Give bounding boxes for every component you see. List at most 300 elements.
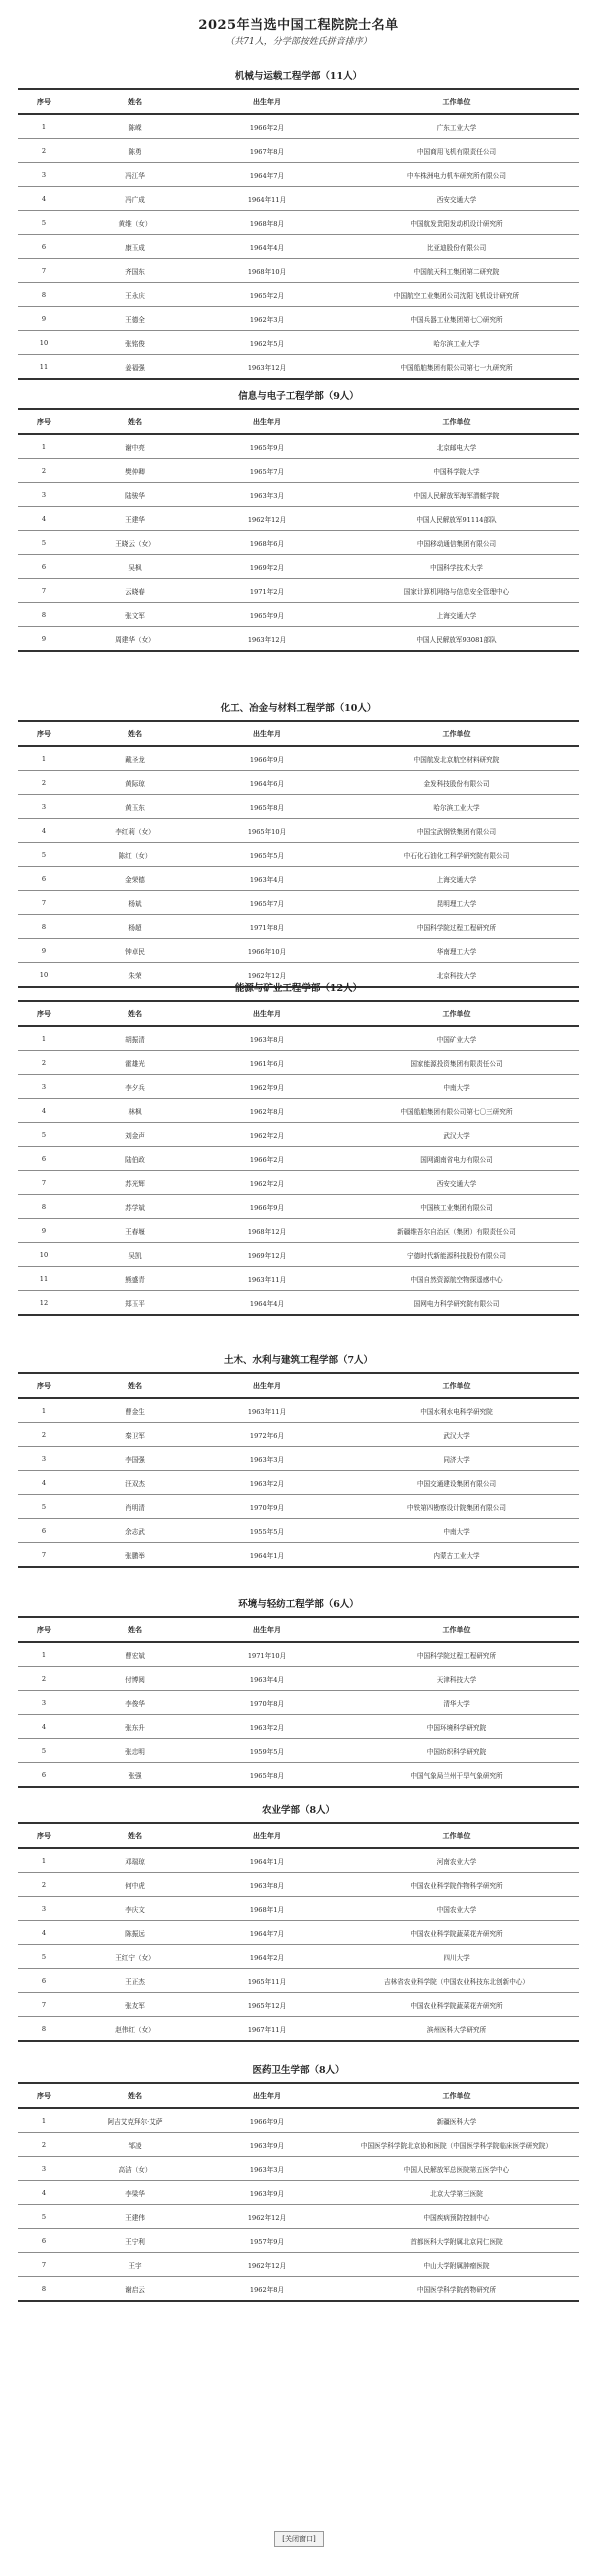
table-row xyxy=(18,114,579,139)
header-row xyxy=(18,1373,579,1398)
cell-birth: 1969年12月 xyxy=(200,1243,334,1267)
table-row xyxy=(18,603,579,627)
section-6 xyxy=(18,1594,579,1788)
cell-index: 8 xyxy=(18,603,70,627)
cell-index: 5 xyxy=(18,531,70,555)
cell-employer: 中国移动通信集团有限公司 xyxy=(334,531,579,555)
table-row xyxy=(18,771,579,795)
col-header-employer: 工作单位 xyxy=(334,409,579,434)
cell-index: 5 xyxy=(18,1495,70,1519)
cell-name: 李俊华 xyxy=(70,1691,200,1715)
cell-index: 6 xyxy=(18,1519,70,1543)
cell-employer: 中国医学科学院药物研究所 xyxy=(334,2277,579,2302)
col-header-index: 序号 xyxy=(18,89,70,114)
cell-name: 张鹏举 xyxy=(70,1543,200,1568)
table-row xyxy=(18,1398,579,1423)
cell-birth: 1962年12月 xyxy=(200,963,334,988)
cell-birth: 1966年9月 xyxy=(200,1195,334,1219)
table-row xyxy=(18,2108,579,2133)
cell-employer: 武汉大学 xyxy=(334,1423,579,1447)
cell-birth: 1971年2月 xyxy=(200,579,334,603)
table-row xyxy=(18,1423,579,1447)
cell-index: 4 xyxy=(18,1715,70,1739)
cell-index: 3 xyxy=(18,2157,70,2181)
cell-index: 11 xyxy=(18,355,70,380)
cell-name: 金荣德 xyxy=(70,867,200,891)
cell-employer: 中国商用飞机有限责任公司 xyxy=(334,139,579,163)
cell-index: 2 xyxy=(18,1667,70,1691)
roster-table xyxy=(18,1822,579,2042)
cell-name: 李庆文 xyxy=(70,1897,200,1921)
cell-index: 4 xyxy=(18,1471,70,1495)
header-row xyxy=(18,1823,579,1848)
table-row xyxy=(18,1763,579,1788)
table-row xyxy=(18,483,579,507)
cell-birth: 1962年2月 xyxy=(200,1171,334,1195)
cell-employer: 内蒙古工业大学 xyxy=(334,1543,579,1568)
table-row xyxy=(18,187,579,211)
cell-index: 3 xyxy=(18,1897,70,1921)
col-header-employer: 工作单位 xyxy=(334,1001,579,1026)
cell-name: 陆伯政 xyxy=(70,1147,200,1171)
col-header-name: 姓名 xyxy=(70,1823,200,1848)
cell-index: 9 xyxy=(18,1219,70,1243)
cell-name: 李梁华 xyxy=(70,2181,200,2205)
table-row xyxy=(18,331,579,355)
cell-birth: 1965年8月 xyxy=(200,1763,334,1788)
cell-employer: 西安交通大学 xyxy=(334,1171,579,1195)
cell-birth: 1966年9月 xyxy=(200,746,334,771)
cell-name: 张文军 xyxy=(70,603,200,627)
table-row xyxy=(18,1715,579,1739)
cell-birth: 1963年11月 xyxy=(200,1398,334,1423)
cell-birth: 1964年4月 xyxy=(200,1291,334,1316)
cell-birth: 1962年2月 xyxy=(200,1123,334,1147)
cell-employer: 四川大学 xyxy=(334,1945,579,1969)
cell-index: 2 xyxy=(18,771,70,795)
cell-employer: 中国核工业集团有限公司 xyxy=(334,1195,579,1219)
table-row xyxy=(18,459,579,483)
cell-name: 黄际琼 xyxy=(70,771,200,795)
cell-name: 苏光辉 xyxy=(70,1171,200,1195)
header-row xyxy=(18,1617,579,1642)
cell-birth: 1963年3月 xyxy=(200,2157,334,2181)
cell-employer: 国网湖南省电力有限公司 xyxy=(334,1147,579,1171)
cell-name: 郑玉平 xyxy=(70,1291,200,1316)
cell-index: 2 xyxy=(18,1873,70,1897)
cell-birth: 1964年11月 xyxy=(200,187,334,211)
table-row xyxy=(18,1147,579,1171)
cell-name: 邓瑞琼 xyxy=(70,1848,200,1873)
header-row xyxy=(18,2083,579,2108)
cell-birth: 1968年12月 xyxy=(200,1219,334,1243)
roster-table xyxy=(18,2082,579,2302)
cell-employer: 河南农业大学 xyxy=(334,1848,579,1873)
cell-employer: 中国航空工业集团公司沈阳飞机设计研究所 xyxy=(334,283,579,307)
cell-name: 苏学斌 xyxy=(70,1195,200,1219)
cell-name: 戴圣龙 xyxy=(70,746,200,771)
cell-index: 12 xyxy=(18,1291,70,1316)
cell-birth: 1963年11月 xyxy=(200,1267,334,1291)
table-row xyxy=(18,507,579,531)
cell-employer: 新疆维吾尔自治区（集团）有限责任公司 xyxy=(334,1219,579,1243)
table-row xyxy=(18,1945,579,1969)
cell-birth: 1964年6月 xyxy=(200,771,334,795)
table-row xyxy=(18,939,579,963)
cell-birth: 1962年3月 xyxy=(200,307,334,331)
cell-name: 陆骏华 xyxy=(70,483,200,507)
col-header-birth: 出生年月 xyxy=(200,89,334,114)
cell-index: 7 xyxy=(18,579,70,603)
cell-birth: 1963年4月 xyxy=(200,867,334,891)
col-header-name: 姓名 xyxy=(70,1617,200,1642)
cell-employer: 中国农业科学院蔬菜花卉研究所 xyxy=(334,1993,579,2017)
cell-index: 1 xyxy=(18,1848,70,1873)
table-row xyxy=(18,1691,579,1715)
cell-index: 3 xyxy=(18,795,70,819)
cell-index: 3 xyxy=(18,1075,70,1099)
table-row xyxy=(18,1667,579,1691)
cell-name: 朱荣 xyxy=(70,963,200,988)
cell-index: 1 xyxy=(18,1398,70,1423)
cell-name: 林枫 xyxy=(70,1099,200,1123)
table-row xyxy=(18,2253,579,2277)
cell-employer: 北京邮电大学 xyxy=(334,434,579,459)
cell-birth: 1968年8月 xyxy=(200,211,334,235)
cell-index: 1 xyxy=(18,434,70,459)
cell-index: 7 xyxy=(18,1171,70,1195)
table-row xyxy=(18,2277,579,2302)
cell-name: 王晓云（女） xyxy=(70,531,200,555)
cell-employer: 同济大学 xyxy=(334,1447,579,1471)
table-row xyxy=(18,1519,579,1543)
cell-birth: 1970年9月 xyxy=(200,1495,334,1519)
roster-table xyxy=(18,408,579,652)
table-row xyxy=(18,579,579,603)
cell-employer: 昆明理工大学 xyxy=(334,891,579,915)
table-row xyxy=(18,531,579,555)
table-row xyxy=(18,1921,579,1945)
cell-index: 9 xyxy=(18,307,70,331)
roster-table xyxy=(18,88,579,380)
cell-name: 吴枫 xyxy=(70,555,200,579)
cell-index: 6 xyxy=(18,867,70,891)
table-row xyxy=(18,1739,579,1763)
cell-index: 6 xyxy=(18,1763,70,1788)
cell-employer: 比亚迪股份有限公司 xyxy=(334,235,579,259)
cell-index: 3 xyxy=(18,1447,70,1471)
cell-name: 姜福强 xyxy=(70,355,200,380)
cell-name: 秦卫军 xyxy=(70,1423,200,1447)
header-row xyxy=(18,409,579,434)
cell-name: 吴凯 xyxy=(70,1243,200,1267)
cell-birth: 1965年9月 xyxy=(200,603,334,627)
cell-index: 1 xyxy=(18,746,70,771)
cell-index: 4 xyxy=(18,187,70,211)
cell-employer: 中国科学院过程工程研究所 xyxy=(334,1642,579,1667)
cell-birth: 1964年1月 xyxy=(200,1543,334,1568)
cell-name: 李红莉（女） xyxy=(70,819,200,843)
table-row xyxy=(18,307,579,331)
col-header-birth: 出生年月 xyxy=(200,1823,334,1848)
cell-birth: 1965年5月 xyxy=(200,843,334,867)
cell-index: 9 xyxy=(18,939,70,963)
cell-employer: 中国农业科学院作物科学研究所 xyxy=(334,1873,579,1897)
table-row xyxy=(18,2017,579,2042)
cell-employer: 清华大学 xyxy=(334,1691,579,1715)
table-row xyxy=(18,746,579,771)
cell-birth: 1962年8月 xyxy=(200,1099,334,1123)
cell-employer: 中国科学院过程工程研究所 xyxy=(334,915,579,939)
cell-birth: 1963年2月 xyxy=(200,1715,334,1739)
cell-birth: 1967年11月 xyxy=(200,2017,334,2042)
cell-employer: 上海交通大学 xyxy=(334,603,579,627)
cell-birth: 1965年7月 xyxy=(200,891,334,915)
col-header-name: 姓名 xyxy=(70,409,200,434)
table-row xyxy=(18,139,579,163)
cell-index: 2 xyxy=(18,2133,70,2157)
cell-employer: 中国纺织科学研究院 xyxy=(334,1739,579,1763)
cell-name: 张友军 xyxy=(70,1993,200,2017)
cell-index: 8 xyxy=(18,1195,70,1219)
cell-employer: 中国疾病预防控制中心 xyxy=(334,2205,579,2229)
table-row xyxy=(18,2205,579,2229)
col-header-birth: 出生年月 xyxy=(200,1617,334,1642)
cell-index: 6 xyxy=(18,2229,70,2253)
cell-employer: 中国农业大学 xyxy=(334,1897,579,1921)
cell-birth: 1962年5月 xyxy=(200,331,334,355)
cell-name: 王春堰 xyxy=(70,1219,200,1243)
section-title: 农业学部（8人） xyxy=(261,1805,336,1816)
col-header-name: 姓名 xyxy=(70,1001,200,1026)
cell-index: 5 xyxy=(18,1739,70,1763)
cell-employer: 国网电力科学研究院有限公司 xyxy=(334,1291,579,1316)
cell-birth: 1971年8月 xyxy=(200,915,334,939)
cell-index: 2 xyxy=(18,1051,70,1075)
cell-name: 陈嵘 xyxy=(70,114,200,139)
cell-employer: 中国人民解放军93081部队 xyxy=(334,627,579,652)
cell-birth: 1970年8月 xyxy=(200,1691,334,1715)
cell-employer: 中山大学附属肿瘤医院 xyxy=(334,2253,579,2277)
cell-employer: 中国气象局兰州干旱气象研究所 xyxy=(334,1763,579,1788)
cell-employer: 中国航发北京航空材料研究院 xyxy=(334,746,579,771)
col-header-index: 序号 xyxy=(18,1001,70,1026)
cell-employer: 中国宝武钢铁集团有限公司 xyxy=(334,819,579,843)
cell-index: 1 xyxy=(18,2108,70,2133)
table-row xyxy=(18,1243,579,1267)
cell-name: 云晓春 xyxy=(70,579,200,603)
cell-birth: 1964年7月 xyxy=(200,163,334,187)
cell-index: 4 xyxy=(18,1099,70,1123)
table-row xyxy=(18,1075,579,1099)
cell-birth: 1962年12月 xyxy=(200,2253,334,2277)
cell-name: 付博阅 xyxy=(70,1667,200,1691)
table-row xyxy=(18,1873,579,1897)
roster-table xyxy=(18,1372,579,1568)
cell-employer: 中南大学 xyxy=(334,1519,579,1543)
cell-birth: 1957年9月 xyxy=(200,2229,334,2253)
header-row xyxy=(18,1001,579,1026)
cell-employer: 华南理工大学 xyxy=(334,939,579,963)
cell-birth: 1965年12月 xyxy=(200,1993,334,2017)
table-row xyxy=(18,1543,579,1568)
cell-birth: 1964年4月 xyxy=(200,235,334,259)
col-header-index: 序号 xyxy=(18,1373,70,1398)
cell-index: 6 xyxy=(18,235,70,259)
table-row xyxy=(18,1471,579,1495)
cell-birth: 1965年7月 xyxy=(200,459,334,483)
cell-employer: 中国人民解放军海军潜艇学院 xyxy=(334,483,579,507)
cell-index: 5 xyxy=(18,2205,70,2229)
cell-name: 李国强 xyxy=(70,1447,200,1471)
section-title: 机械与运载工程学部（11人） xyxy=(234,71,363,82)
cell-birth: 1968年1月 xyxy=(200,1897,334,1921)
cell-name: 王建伟 xyxy=(70,2205,200,2229)
table-row xyxy=(18,1051,579,1075)
cell-employer: 中国医学科学院北京协和医院（中国医学科学院临床医学研究院） xyxy=(334,2133,579,2157)
table-row xyxy=(18,1123,579,1147)
cell-birth: 1963年8月 xyxy=(200,1873,334,1897)
col-header-employer: 工作单位 xyxy=(334,1373,579,1398)
col-header-employer: 工作单位 xyxy=(334,721,579,746)
cell-birth: 1963年9月 xyxy=(200,2133,334,2157)
table-row xyxy=(18,867,579,891)
roster-table xyxy=(18,1616,579,1788)
cell-birth: 1965年10月 xyxy=(200,819,334,843)
table-row xyxy=(18,891,579,915)
cell-index: 3 xyxy=(18,1691,70,1715)
cell-name: 刘金声 xyxy=(70,1123,200,1147)
cell-name: 王宁利 xyxy=(70,2229,200,2253)
col-header-employer: 工作单位 xyxy=(334,1823,579,1848)
cell-name: 王正杰 xyxy=(70,1969,200,1993)
col-header-index: 序号 xyxy=(18,1617,70,1642)
cell-index: 10 xyxy=(18,331,70,355)
cell-name: 张强 xyxy=(70,1763,200,1788)
cell-index: 5 xyxy=(18,1945,70,1969)
table-row xyxy=(18,843,579,867)
cell-name: 钟卓民 xyxy=(70,939,200,963)
header-row xyxy=(18,89,579,114)
cell-birth: 1965年8月 xyxy=(200,795,334,819)
table-row xyxy=(18,355,579,380)
cell-index: 7 xyxy=(18,1993,70,2017)
table-row xyxy=(18,1642,579,1667)
table-row xyxy=(18,795,579,819)
col-header-index: 序号 xyxy=(18,721,70,746)
cell-name: 高洁（女） xyxy=(70,2157,200,2181)
cell-birth: 1964年7月 xyxy=(200,1921,334,1945)
col-header-birth: 出生年月 xyxy=(200,1373,334,1398)
cell-birth: 1969年2月 xyxy=(200,555,334,579)
cell-employer: 北京大学第三医院 xyxy=(334,2181,579,2205)
table-row xyxy=(18,283,579,307)
cell-birth: 1965年2月 xyxy=(200,283,334,307)
cell-employer: 西安交通大学 xyxy=(334,187,579,211)
cell-name: 谢启云 xyxy=(70,2277,200,2302)
col-header-name: 姓名 xyxy=(70,721,200,746)
cell-name: 王宇 xyxy=(70,2253,200,2277)
cell-employer: 广东工业大学 xyxy=(334,114,579,139)
cell-birth: 1966年2月 xyxy=(200,1147,334,1171)
table-row xyxy=(18,1897,579,1921)
cell-employer: 中铁第四勘察设计院集团有限公司 xyxy=(334,1495,579,1519)
cell-employer: 中国科学院大学 xyxy=(334,459,579,483)
cell-index: 7 xyxy=(18,891,70,915)
table-row xyxy=(18,1195,579,1219)
cell-name: 熊盛青 xyxy=(70,1267,200,1291)
cell-employer: 中国交通建设集团有限公司 xyxy=(334,1471,579,1495)
cell-birth: 1963年8月 xyxy=(200,1026,334,1051)
cell-index: 8 xyxy=(18,915,70,939)
section-title: 环境与轻纺工程学部（6人） xyxy=(238,1599,359,1610)
cell-birth: 1963年12月 xyxy=(200,627,334,652)
close-window-button[interactable]: [关闭窗口] xyxy=(274,2531,324,2547)
table-row xyxy=(18,1447,579,1471)
cell-index: 6 xyxy=(18,1969,70,1993)
cell-birth: 1963年2月 xyxy=(200,1471,334,1495)
cell-index: 6 xyxy=(18,1147,70,1171)
cell-index: 1 xyxy=(18,1026,70,1051)
cell-name: 冯江华 xyxy=(70,163,200,187)
table-row xyxy=(18,1495,579,1519)
cell-birth: 1955年5月 xyxy=(200,1519,334,1543)
cell-name: 霍雄光 xyxy=(70,1051,200,1075)
table-row xyxy=(18,163,579,187)
cell-birth: 1959年5月 xyxy=(200,1739,334,1763)
cell-birth: 1966年10月 xyxy=(200,939,334,963)
cell-birth: 1965年11月 xyxy=(200,1969,334,1993)
cell-index: 8 xyxy=(18,283,70,307)
section-title: 能源与矿业工程学部（12人） xyxy=(234,983,363,994)
table-row xyxy=(18,1219,579,1243)
cell-index: 7 xyxy=(18,2253,70,2277)
section-4 xyxy=(18,978,579,1316)
cell-name: 杨斌 xyxy=(70,891,200,915)
table-row xyxy=(18,915,579,939)
cell-name: 冯广成 xyxy=(70,187,200,211)
cell-birth: 1965年9月 xyxy=(200,434,334,459)
col-header-birth: 出生年月 xyxy=(200,721,334,746)
cell-employer: 中国航发贵阳发动机设计研究所 xyxy=(334,211,579,235)
section-title: 信息与电子工程学部（9人） xyxy=(238,391,359,402)
roster-table xyxy=(18,1000,579,1316)
cell-index: 1 xyxy=(18,114,70,139)
cell-index: 7 xyxy=(18,259,70,283)
col-header-birth: 出生年月 xyxy=(200,2083,334,2108)
section-7 xyxy=(18,1800,579,2042)
cell-employer: 武汉大学 xyxy=(334,1123,579,1147)
cell-birth: 1963年9月 xyxy=(200,2181,334,2205)
table-row xyxy=(18,555,579,579)
cell-birth: 1961年6月 xyxy=(200,1051,334,1075)
cell-birth: 1963年4月 xyxy=(200,1667,334,1691)
table-row xyxy=(18,1969,579,1993)
section-title: 土木、水利与建筑工程学部（7人） xyxy=(223,1355,374,1366)
section-8 xyxy=(18,2060,579,2302)
cell-name: 邹凌 xyxy=(70,2133,200,2157)
col-header-employer: 工作单位 xyxy=(334,89,579,114)
cell-name: 李夕兵 xyxy=(70,1075,200,1099)
cell-employer: 首都医科大学附属北京同仁医院 xyxy=(334,2229,579,2253)
cell-name: 曹金生 xyxy=(70,1398,200,1423)
table-row xyxy=(18,1171,579,1195)
cell-employer: 滨州医科大学研究所 xyxy=(334,2017,579,2042)
cell-employer: 国家计算机网络与信息安全管理中心 xyxy=(334,579,579,603)
cell-employer: 哈尔滨工业大学 xyxy=(334,331,579,355)
table-row xyxy=(18,2181,579,2205)
section-title: 化工、冶金与材料工程学部（10人） xyxy=(220,703,377,714)
